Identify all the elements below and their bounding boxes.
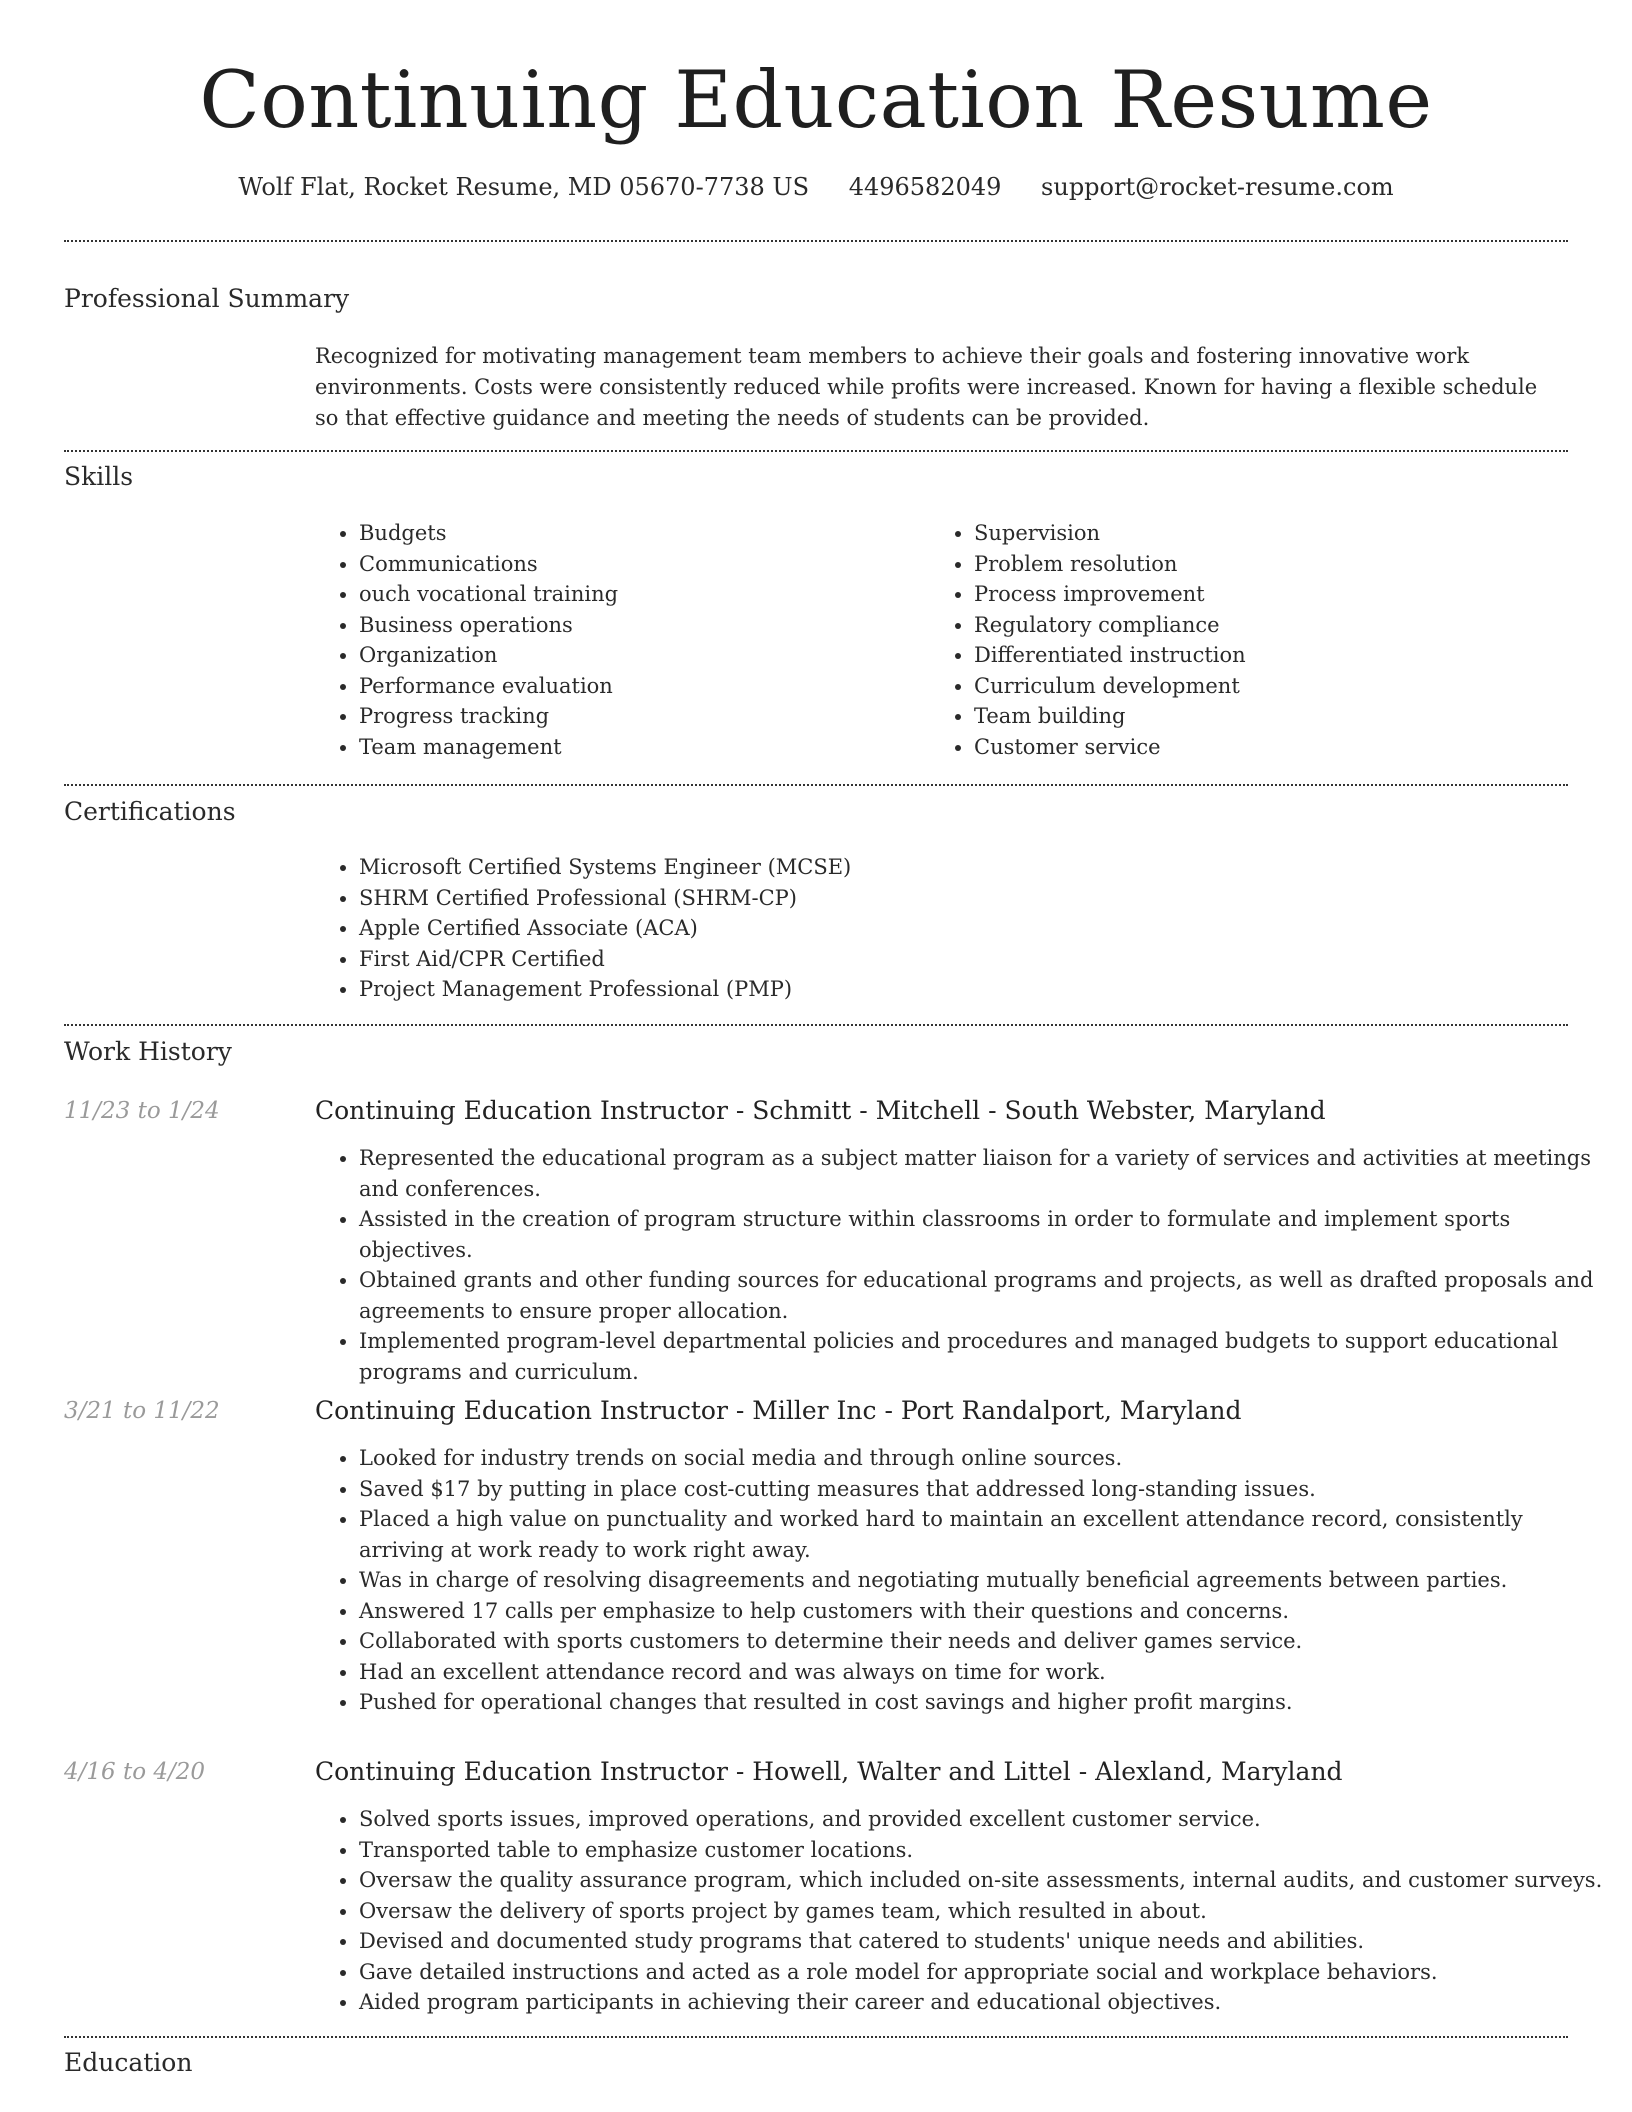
divider (64, 2036, 1568, 2038)
job-dates: 3/21 to 11/22 (64, 1398, 220, 1424)
section-title-skills: Skills (64, 462, 134, 491)
divider (64, 450, 1568, 452)
skills-list-right (930, 518, 1534, 762)
skill-item: • Business operations (359, 610, 919, 641)
skill-item: • Progress tracking (359, 701, 919, 732)
skill-item: • Curriculum development (974, 671, 1534, 702)
job-bullet: • Transported table to emphasize customer locations. (359, 1835, 1609, 1866)
job-bullet: • Solved sports issues, improved operations, and provided excellent customer service. (359, 1804, 1609, 1835)
job-title: Continuing Education Instructor - Schmitt - Mitchell - South Webster, Maryland (315, 1096, 1326, 1125)
job-title: Continuing Education Instructor - Howell, Walter and Littel - Alexland, Maryland (315, 1757, 1343, 1786)
job-bullet: • Looked for industry trends on social media and through online sources. (359, 1443, 1609, 1474)
certification-item: • Apple Certified Associate (ACA) (359, 913, 1559, 944)
section-title-summary: Professional Summary (64, 284, 350, 313)
job-bullet: • Saved $17 by putting in place cost-cutting measures that addressed long-standing issues. (359, 1474, 1609, 1505)
job-bullet: • Implemented program-level departmental policies and procedures and managed budgets to support educational programs and curriculum. (359, 1326, 1609, 1387)
skill-item: • Team building (974, 701, 1534, 732)
job-bullet: • Was in charge of resolving disagreements and negotiating mutually beneficial agreements between parties. (359, 1565, 1609, 1596)
skill-item: • Process improvement (974, 579, 1534, 610)
skill-item: • ouch vocational training (359, 579, 919, 610)
job-bullet: • Had an excellent attendance record and was always on time for work. (359, 1657, 1609, 1688)
job-bullets (315, 1143, 1609, 1387)
job-title: Continuing Education Instructor - Miller Inc - Port Randalport, Maryland (315, 1396, 1242, 1425)
skill-item: • Budgets (359, 518, 919, 549)
section-title-work-history: Work History (64, 1037, 232, 1066)
certification-item: • SHRM Certified Professional (SHRM-CP) (359, 883, 1559, 914)
contact-line (0, 170, 1632, 204)
job-bullet: • Pushed for operational changes that resulted in cost savings and higher profit margins. (359, 1687, 1609, 1718)
skill-item: • Communications (359, 549, 919, 580)
job-bullet: • Devised and documented study programs that catered to students' unique needs and abilities. (359, 1926, 1609, 1957)
contact-email[interactable]: support@rocket-resume.com (1041, 173, 1394, 201)
skills-list-left (315, 518, 919, 762)
job-bullet: • Assisted in the creation of program structure within classrooms in order to formulate and implement sports objectives. (359, 1204, 1609, 1265)
job-bullet: • Collaborated with sports customers to determine their needs and deliver games service. (359, 1626, 1609, 1657)
divider (64, 1024, 1568, 1026)
job-bullet: • Gave detailed instructions and acted as a role model for appropriate social and workplace behaviors. (359, 1957, 1609, 1988)
section-title-certifications: Certifications (64, 797, 236, 826)
contact-phone: 4496582049 (848, 173, 1002, 201)
job-bullet: • Oversaw the quality assurance program, which included on-site assessments, internal audits, and customer surveys. (359, 1865, 1609, 1896)
job-bullet: • Aided program participants in achieving their career and educational objectives. (359, 1987, 1609, 2018)
skill-item: • Organization (359, 640, 919, 671)
job-dates: 4/16 to 4/20 (64, 1759, 206, 1785)
job-bullet: • Oversaw the delivery of sports project by games team, which resulted in about. (359, 1896, 1609, 1927)
skill-item: • Team management (359, 732, 919, 763)
skill-item: • Performance evaluation (359, 671, 919, 702)
certification-item: • First Aid/CPR Certified (359, 944, 1559, 975)
job-bullet: • Obtained grants and other funding sources for educational programs and projects, as well as drafted proposals and agreements to ensure proper allocation. (359, 1265, 1609, 1326)
job-dates: 11/23 to 1/24 (64, 1098, 220, 1124)
skill-item: • Customer service (974, 732, 1534, 763)
skill-item: • Supervision (974, 518, 1534, 549)
certification-item: • Microsoft Certified Systems Engineer (MCSE) (359, 852, 1559, 883)
certifications-list (315, 852, 1559, 1005)
skill-item: • Differentiated instruction (974, 640, 1534, 671)
contact-address: Wolf Flat, Rocket Resume, MD 05670-7738 US (238, 173, 810, 201)
skill-item: • Problem resolution (974, 549, 1534, 580)
certification-item: • Project Management Professional (PMP) (359, 974, 1559, 1005)
resume-title: Continuing Education Resume (199, 54, 1433, 146)
skill-item: • Regulatory compliance (974, 610, 1534, 641)
job-bullet: • Placed a high value on punctuality and worked hard to maintain an excellent attendance record, consistently arriving at work ready to work right away. (359, 1504, 1609, 1565)
job-bullet: • Represented the educational program as a subject matter liaison for a variety of services and activities at meetings and conferences. (359, 1143, 1609, 1204)
job-bullets (315, 1804, 1609, 2018)
section-title-education: Education (64, 2048, 193, 2077)
job-bullet: • Answered 17 calls per emphasize to help customers with their questions and concerns. (359, 1596, 1609, 1627)
job-bullets (315, 1443, 1609, 1718)
divider (64, 784, 1568, 786)
summary-text: Recognized for motivating management team members to achieve their goals and fostering innovative work environments. Costs were consistently reduced while profits were increased. Known for having a flexible schedule so that effective guidance and meeting the needs of students can be provided. (315, 344, 1538, 430)
divider (64, 240, 1568, 242)
